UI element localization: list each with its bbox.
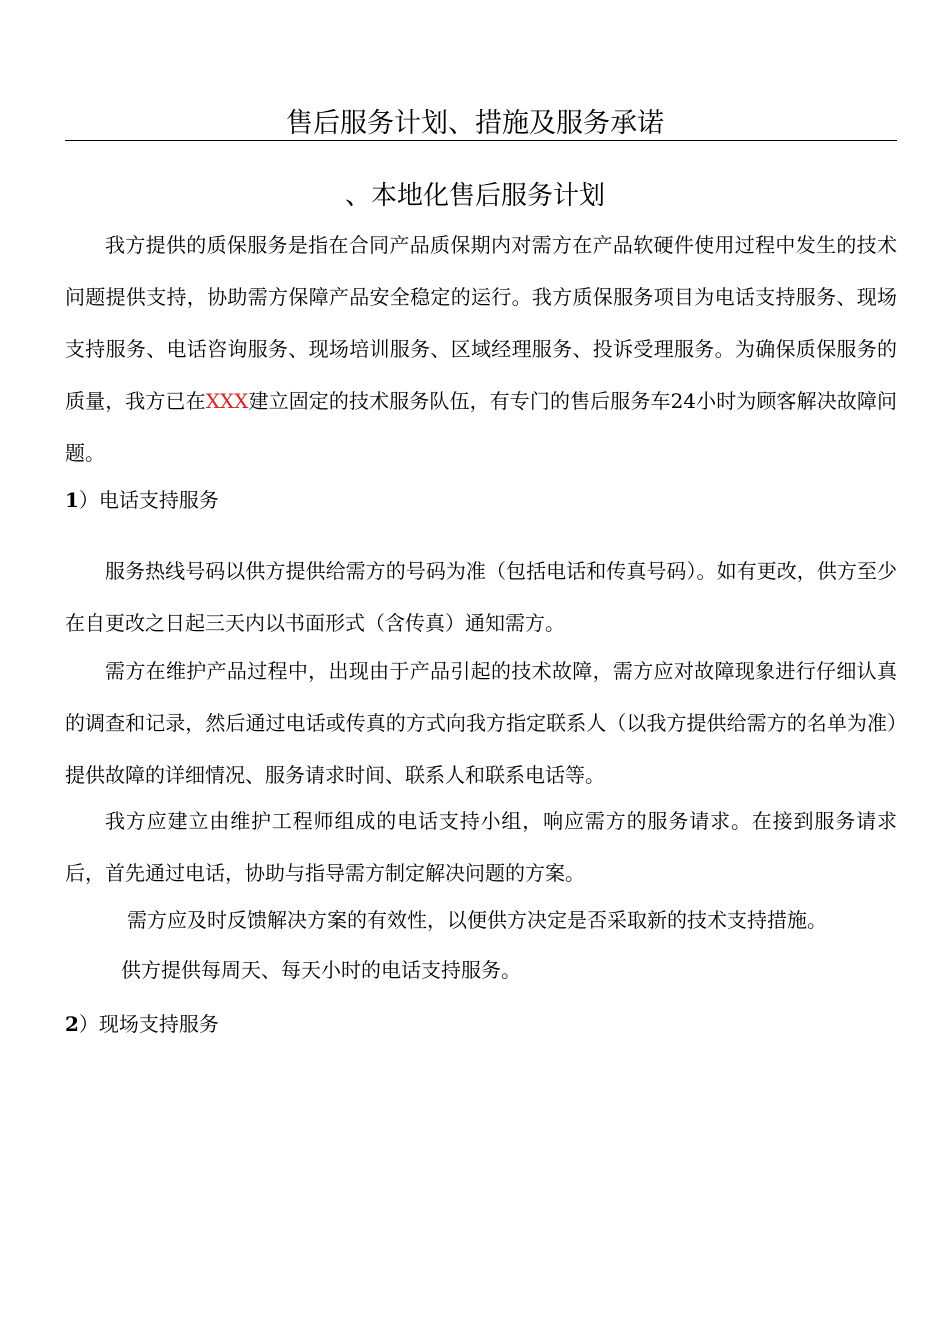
document-title: 售后服务计划、措施及服务承诺: [286, 108, 664, 139]
title-underline: [65, 140, 897, 141]
subsection-number: 2: [65, 1012, 79, 1036]
paragraph-hotline: 服务热线号码以供方提供给需方的号码为准（包括电话和传真号码）。如有更改，供方至少在自更改之日起三天内以书面形式（含传真）通知需方。: [65, 559, 897, 635]
intro-text-after: 建立固定的技术服务队伍，有专门的售后服务车24小时为顾客解决故障问题。: [65, 389, 897, 465]
intro-paragraph: [65, 219, 897, 479]
paragraph-service-hours: 供方提供每周天、每天小时的电话支持服务。: [121, 958, 521, 982]
paragraph-fault-report: 需方在维护产品过程中，出现由于产品引起的技术故障，需方应对故障现象进行仔细认真的调查和记录，然后通过电话或传真的方式向我方指定联系人（以我方提供给需方的名单为准）提供故障的详细情况、服务请求时间、联系人和联系电话等。: [65, 659, 897, 787]
subsection-title: ）现场支持服务: [78, 1012, 219, 1036]
subsection-title: ）电话支持服务: [78, 488, 219, 512]
subsection-heading-onsite-support: [65, 1004, 219, 1044]
intro-text-before: 我方提供的质保服务是指在合同产品质保期内对需方在产品软硬件使用过程中发生的技术问题提供支持，协助需方保障产品安全稳定的运行。我方质保服务项目为电话支持服务、现场支持服务、电话咨询服务、现场培训服务、区域经理服务、投诉受理服务。为确保质保服务的质量，我方已在: [65, 233, 897, 413]
subsection-heading-phone-support: [65, 480, 219, 520]
paragraph-feedback: 需方应及时反馈解决方案的有效性，以便供方决定是否采取新的技术支持措施。: [127, 908, 827, 932]
subsection-number: 1: [65, 488, 79, 512]
section-heading: 、本地化售后服务计划: [344, 181, 605, 211]
paragraph-support-team: 我方应建立由维护工程师组成的电话支持小组，响应需方的服务请求。在接到服务请求后，首先通过电话，协助与指导需方制定解决问题的方案。: [65, 809, 897, 885]
location-placeholder: XXX: [205, 389, 249, 413]
